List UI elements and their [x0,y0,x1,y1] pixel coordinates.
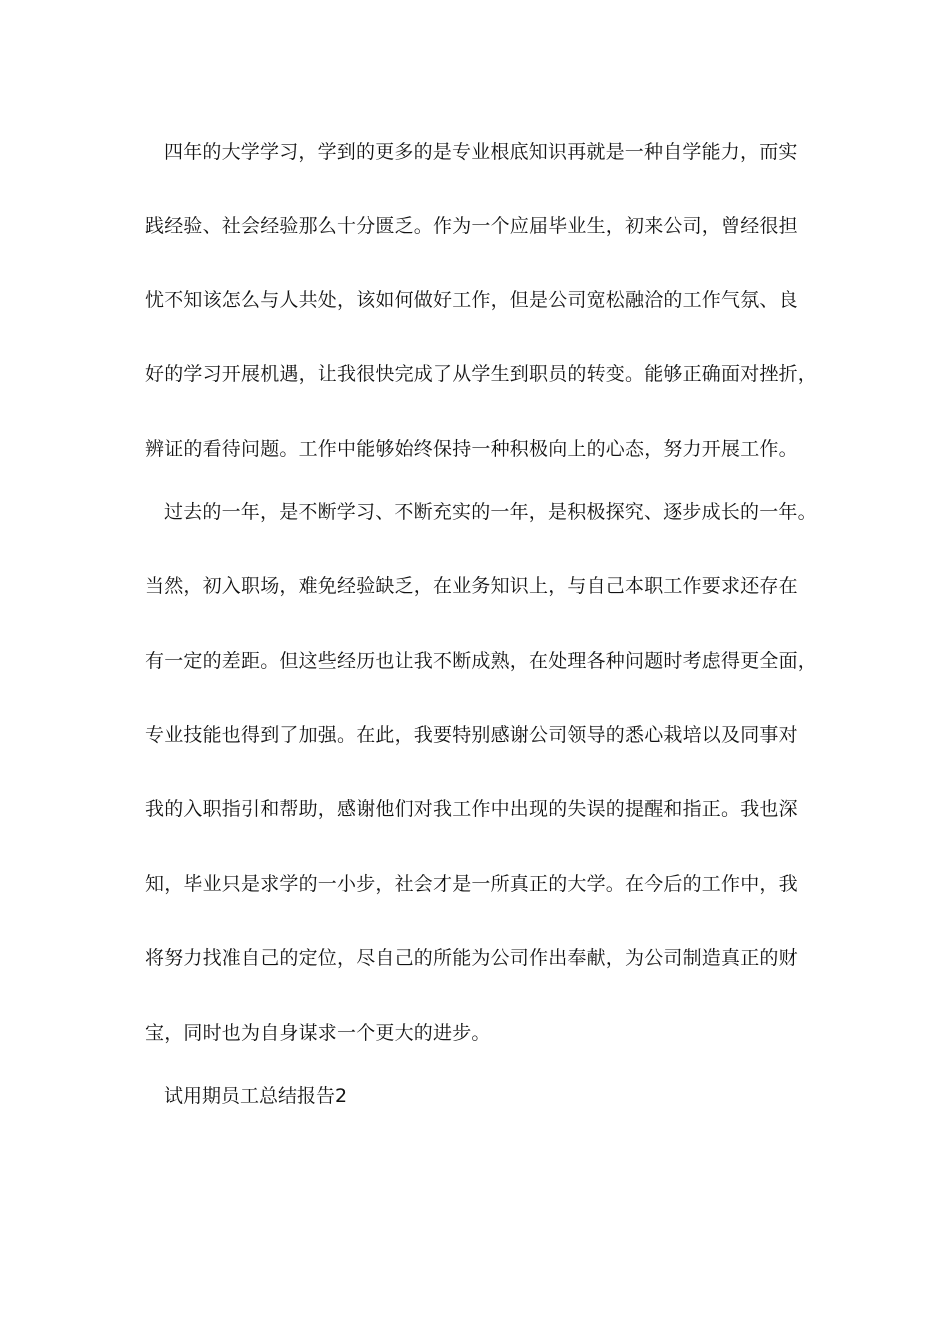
paragraph-2-line-5: 我的入职指引和帮助，感谢他们对我工作中出现的失误的提醒和指正。我也深 [145,798,798,820]
paragraph-1-line-4: 好的学习开展机遇，让我很快完成了从学生到职员的转变。能够正确面对挫折， [145,363,818,385]
paragraph-1-line-5: 辨证的看待问题。工作中能够始终保持一种积极向上的心态，努力开展工作。 [145,438,798,460]
paragraph-1-line-3: 忧不知该怎么与人共处，该如何做好工作，但是公司宽松融洽的工作气氛、良 [145,289,798,311]
section-heading: 试用期员工总结报告2 [164,1085,348,1107]
paragraph-1-line-2: 践经验、社会经验那么十分匮乏。作为一个应届毕业生，初来公司，曾经很担 [145,215,798,237]
paragraph-2-line-8: 宝，同时也为自身谋求一个更大的进步。 [145,1022,491,1044]
paragraph-2-line-1: 过去的一年，是不断学习、不断充实的一年，是积极探究、逐步成长的一年。 [164,501,817,523]
paragraph-2-line-4: 专业技能也得到了加强。在此，我要特别感谢公司领导的悉心栽培以及同事对 [145,724,798,746]
paragraph-2-line-3: 有一定的差距。但这些经历也让我不断成熟，在处理各种问题时考虑得更全面， [145,650,818,672]
paragraph-2-line-7: 将努力找准自己的定位，尽自己的所能为公司作出奉献，为公司制造真正的财 [145,947,798,969]
paragraph-1-line-1: 四年的大学学习，学到的更多的是专业根底知识再就是一种自学能力，而实 [164,141,798,163]
paragraph-2-line-6: 知，毕业只是求学的一小步，社会才是一所真正的大学。在今后的工作中，我 [145,873,798,895]
paragraph-2-line-2: 当然，初入职场，难免经验缺乏，在业务知识上，与自己本职工作要求还存在 [145,575,798,597]
